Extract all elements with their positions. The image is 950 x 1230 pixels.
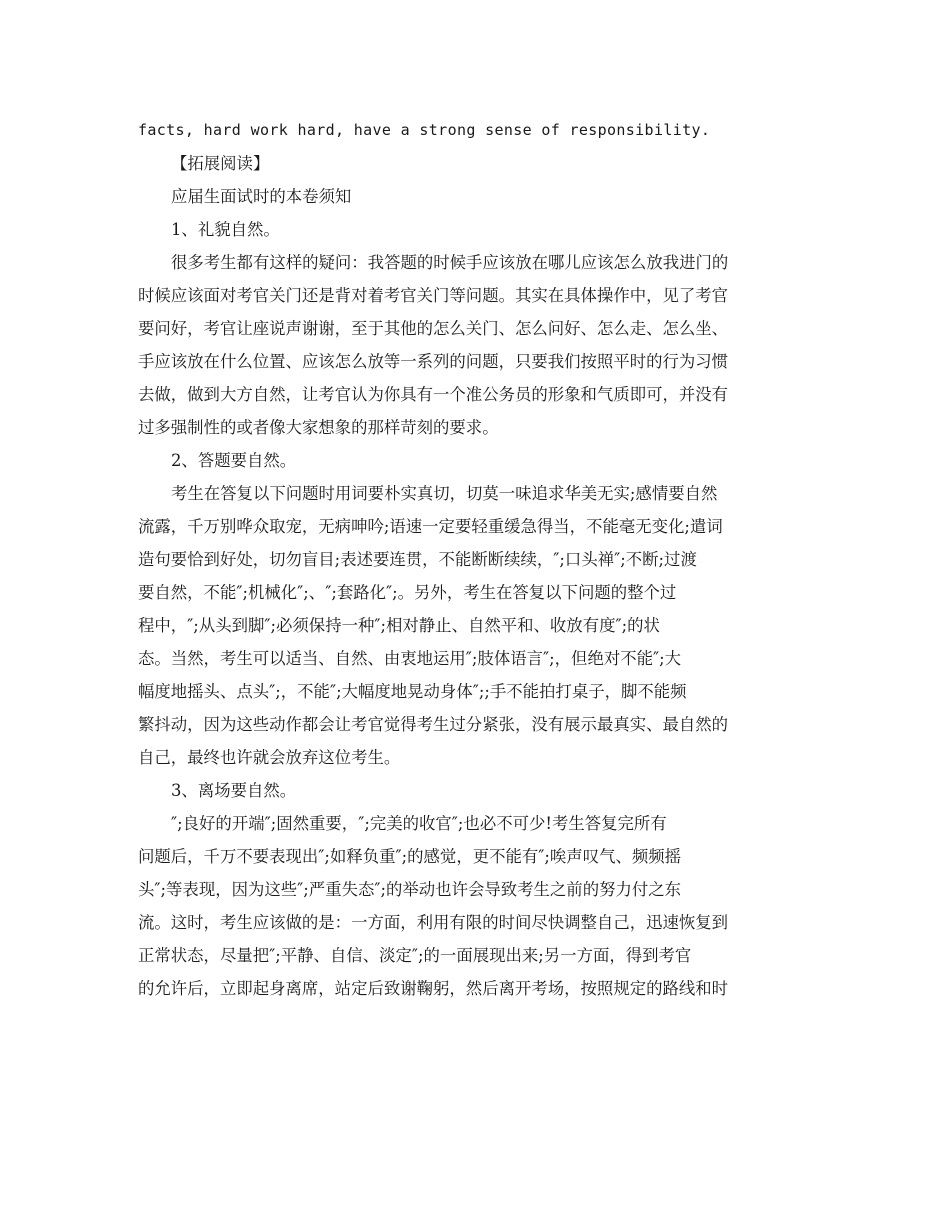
- section2-heading: 2、答题要自然。: [171, 451, 297, 470]
- paragraph-line: 要自然，不能″;机械化″;、″;套路化″;。另外，考生在答复以下问题的整个过: [138, 583, 677, 602]
- section3-heading: 3、离场要自然。: [171, 781, 297, 800]
- section1-heading: 1、礼貌自然。: [171, 220, 280, 239]
- paragraph-line: 造句要恰到好处，切勿盲目;表述要连贯，不能断断续续，″;口头禅″;不断;过渡: [138, 550, 697, 569]
- paragraph-line: 手应该放在什么位置、应该怎么放等一系列的问题，只要我们按照平时的行为习惯: [138, 352, 729, 371]
- paragraph-line: 问题后，千万不要表现出″;如释负重″;的感觉，更不能有″;唉声叹气、频频摇: [138, 847, 682, 866]
- paragraph-line: 去做，做到大方自然，让考官认为你具有一个准公务员的形象和气质即可，并没有: [138, 385, 729, 404]
- paragraph-line: ″;良好的开端″;固然重要，″;完美的收官″;也必不可少!考生答复完所有: [171, 814, 667, 833]
- section1-paragraph: [138, 246, 812, 444]
- notice-title: 应届生面试时的本卷须知: [171, 187, 352, 206]
- document-page: [138, 114, 812, 1005]
- paragraph-line: 时候应该面对考官关门还是背对着考官关门等问题。其实在具体操作中，见了考官: [138, 286, 729, 305]
- intro-line: facts, hard work hard, have a strong sense of responsibility.: [138, 121, 711, 139]
- paragraph-line: 态。当然，考生可以适当、自然、由衷地运用″;肢体语言″;，但绝对不能″;大: [138, 649, 682, 668]
- paragraph-line: 流露，千万别哗众取宠，无病呻吟;语速一定要轻重缓急得当，不能毫无变化;遣词: [138, 517, 723, 536]
- section2-paragraph: [138, 477, 812, 774]
- paragraph-line: 幅度地摇头、点头″;，不能″;大幅度地晃动身体″;;手不能拍打桌子，脚不能频: [138, 682, 687, 701]
- paragraph-line: 要问好，考官让座说声谢谢，至于其他的怎么关门、怎么问好、怎么走、怎么坐、: [138, 319, 729, 338]
- paragraph-line: 头″;等表现，因为这些″;严重失态″;的举动也许会导致考生之前的努力付之东: [138, 880, 682, 899]
- section3-paragraph: [138, 807, 812, 1005]
- extended-reading-label: 【拓展阅读】: [171, 154, 270, 173]
- paragraph-line: 繁抖动，因为这些动作都会让考官觉得考生过分紧张，没有展示最真实、最自然的: [138, 715, 729, 734]
- paragraph-line: 过多强制性的或者像大家想象的那样苛刻的要求。: [138, 418, 499, 437]
- paragraph-line: 自己，最终也许就会放弃这位考生。: [138, 748, 401, 767]
- paragraph-line: 的允许后，立即起身离席，站定后致谢鞠躬，然后离开考场，按照规定的路线和时: [138, 979, 729, 998]
- paragraph-line: 正常状态，尽量把″;平静、自信、淡定″;的一面展现出来;另一方面，得到考官: [138, 946, 692, 965]
- paragraph-line: 程中，″;从头到脚″;必须保持一种″;相对静止、自然平和、收放有度″;的状: [138, 616, 660, 635]
- paragraph-line: 考生在答复以下问题时用词要朴实真切，切莫一味追求华美无实;感情要自然: [171, 484, 718, 503]
- paragraph-line: 很多考生都有这样的疑问：我答题的时候手应该放在哪儿应该怎么放我进门的: [171, 253, 729, 272]
- paragraph-line: 流。这时，考生应该做的是：一方面，利用有限的时间尽快调整自己，迅速恢复到: [138, 913, 729, 932]
